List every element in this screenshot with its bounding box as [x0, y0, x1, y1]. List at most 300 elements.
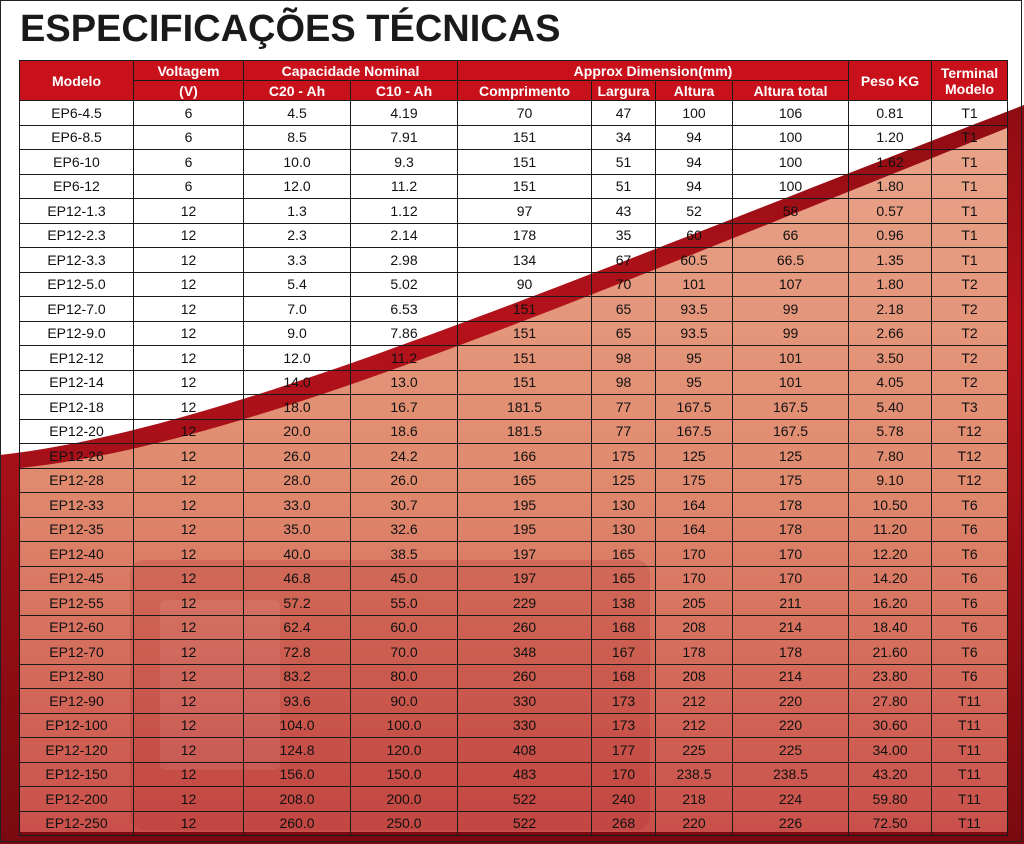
cell-c20: 14.0: [244, 370, 351, 395]
cell-largura: 167: [592, 640, 656, 665]
cell-peso: 5.78: [849, 419, 932, 444]
cell-largura: 175: [592, 444, 656, 469]
cell-terminal: T6: [932, 640, 1008, 665]
cell-voltagem: 12: [134, 493, 244, 518]
cell-comprimento: 97: [458, 199, 592, 224]
cell-c10: 45.0: [351, 566, 458, 591]
cell-comprimento: 151: [458, 297, 592, 322]
cell-voltagem: 12: [134, 713, 244, 738]
cell-voltagem: 12: [134, 542, 244, 567]
cell-largura: 177: [592, 738, 656, 763]
cell-largura: 47: [592, 101, 656, 126]
cell-peso: 1.80: [849, 272, 932, 297]
cell-modelo: EP12-55: [20, 591, 134, 616]
cell-modelo: EP12-12: [20, 346, 134, 371]
cell-terminal: T6: [932, 591, 1008, 616]
cell-altura: 208: [656, 664, 733, 689]
header-peso: Peso KG: [849, 61, 932, 101]
table-row: [20, 738, 1008, 763]
cell-modelo: EP12-120: [20, 738, 134, 763]
cell-altura: 178: [656, 640, 733, 665]
cell-voltagem: 12: [134, 689, 244, 714]
cell-altura: 94: [656, 125, 733, 150]
cell-voltagem: 12: [134, 811, 244, 836]
cell-peso: 2.66: [849, 321, 932, 346]
cell-altura: 60.5: [656, 248, 733, 273]
cell-peso: 10.50: [849, 493, 932, 518]
cell-altura: 218: [656, 787, 733, 812]
cell-altura-total: 211: [733, 591, 849, 616]
cell-terminal: T1: [932, 150, 1008, 175]
cell-c20: 208.0: [244, 787, 351, 812]
cell-largura: 240: [592, 787, 656, 812]
cell-modelo: EP12-45: [20, 566, 134, 591]
cell-c10: 26.0: [351, 468, 458, 493]
cell-comprimento: 348: [458, 640, 592, 665]
cell-peso: 72.50: [849, 811, 932, 836]
cell-altura-total: 226: [733, 811, 849, 836]
cell-largura: 170: [592, 762, 656, 787]
cell-comprimento: 229: [458, 591, 592, 616]
cell-terminal: T6: [932, 566, 1008, 591]
cell-terminal: T6: [932, 493, 1008, 518]
cell-largura: 138: [592, 591, 656, 616]
cell-altura-total: 175: [733, 468, 849, 493]
cell-c20: 18.0: [244, 395, 351, 420]
cell-c20: 2.3: [244, 223, 351, 248]
cell-modelo: EP12-60: [20, 615, 134, 640]
cell-peso: 1.62: [849, 150, 932, 175]
cell-modelo: EP6-12: [20, 174, 134, 199]
cell-modelo: EP12-40: [20, 542, 134, 567]
cell-terminal: T1: [932, 101, 1008, 126]
cell-voltagem: 12: [134, 346, 244, 371]
cell-comprimento: 70: [458, 101, 592, 126]
header-modelo: Modelo: [20, 61, 134, 101]
cell-c10: 80.0: [351, 664, 458, 689]
cell-terminal: T6: [932, 615, 1008, 640]
cell-altura: 94: [656, 174, 733, 199]
cell-c20: 57.2: [244, 591, 351, 616]
cell-c10: 55.0: [351, 591, 458, 616]
cell-c20: 5.4: [244, 272, 351, 297]
cell-c20: 20.0: [244, 419, 351, 444]
cell-peso: 11.20: [849, 517, 932, 542]
cell-largura: 77: [592, 419, 656, 444]
cell-altura: 101: [656, 272, 733, 297]
cell-terminal: T2: [932, 297, 1008, 322]
cell-largura: 168: [592, 615, 656, 640]
cell-comprimento: 151: [458, 321, 592, 346]
cell-altura-total: 58: [733, 199, 849, 224]
cell-voltagem: 12: [134, 615, 244, 640]
cell-peso: 1.20: [849, 125, 932, 150]
cell-c20: 46.8: [244, 566, 351, 591]
cell-comprimento: 195: [458, 517, 592, 542]
cell-c10: 30.7: [351, 493, 458, 518]
cell-largura: 165: [592, 542, 656, 567]
table-row: [20, 444, 1008, 469]
table-row: [20, 713, 1008, 738]
table-row: [20, 542, 1008, 567]
cell-modelo: EP12-28: [20, 468, 134, 493]
cell-voltagem: 6: [134, 101, 244, 126]
cell-largura: 130: [592, 493, 656, 518]
cell-comprimento: 151: [458, 150, 592, 175]
cell-peso: 14.20: [849, 566, 932, 591]
cell-altura: 220: [656, 811, 733, 836]
cell-c10: 120.0: [351, 738, 458, 763]
cell-c10: 70.0: [351, 640, 458, 665]
cell-c10: 6.53: [351, 297, 458, 322]
cell-peso: 4.05: [849, 370, 932, 395]
cell-c20: 7.0: [244, 297, 351, 322]
cell-terminal: T1: [932, 248, 1008, 273]
cell-largura: 173: [592, 689, 656, 714]
cell-altura-total: 170: [733, 566, 849, 591]
cell-comprimento: 260: [458, 615, 592, 640]
cell-voltagem: 12: [134, 762, 244, 787]
cell-largura: 51: [592, 150, 656, 175]
header-approx-dimension: Approx Dimension(mm): [458, 61, 849, 81]
cell-altura-total: 100: [733, 174, 849, 199]
cell-modelo: EP12-3.3: [20, 248, 134, 273]
table-row: [20, 272, 1008, 297]
cell-peso: 21.60: [849, 640, 932, 665]
cell-voltagem: 12: [134, 738, 244, 763]
cell-largura: 98: [592, 346, 656, 371]
cell-largura: 130: [592, 517, 656, 542]
cell-c20: 12.0: [244, 174, 351, 199]
cell-comprimento: 260: [458, 664, 592, 689]
cell-terminal: T2: [932, 272, 1008, 297]
cell-altura-total: 100: [733, 150, 849, 175]
cell-largura: 67: [592, 248, 656, 273]
cell-comprimento: 178: [458, 223, 592, 248]
cell-modelo: EP12-18: [20, 395, 134, 420]
cell-altura: 208: [656, 615, 733, 640]
cell-largura: 65: [592, 297, 656, 322]
cell-c20: 3.3: [244, 248, 351, 273]
cell-largura: 173: [592, 713, 656, 738]
cell-c20: 40.0: [244, 542, 351, 567]
cell-c20: 10.0: [244, 150, 351, 175]
cell-altura-total: 220: [733, 689, 849, 714]
table-row: [20, 615, 1008, 640]
cell-terminal: T6: [932, 542, 1008, 567]
cell-voltagem: 12: [134, 297, 244, 322]
cell-altura: 238.5: [656, 762, 733, 787]
cell-c20: 62.4: [244, 615, 351, 640]
cell-altura: 170: [656, 566, 733, 591]
table-row: [20, 787, 1008, 812]
cell-c20: 1.3: [244, 199, 351, 224]
cell-modelo: EP12-200: [20, 787, 134, 812]
table-row: [20, 395, 1008, 420]
cell-peso: 1.80: [849, 174, 932, 199]
cell-altura: 94: [656, 150, 733, 175]
cell-largura: 35: [592, 223, 656, 248]
cell-altura: 93.5: [656, 297, 733, 322]
cell-voltagem: 12: [134, 370, 244, 395]
header-voltagem-unit: (V): [134, 81, 244, 101]
cell-c20: 93.6: [244, 689, 351, 714]
cell-terminal: T2: [932, 321, 1008, 346]
cell-altura-total: 167.5: [733, 419, 849, 444]
cell-largura: 65: [592, 321, 656, 346]
cell-terminal: T12: [932, 444, 1008, 469]
cell-altura-total: 66: [733, 223, 849, 248]
cell-c20: 35.0: [244, 517, 351, 542]
cell-altura-total: 178: [733, 640, 849, 665]
cell-altura: 164: [656, 493, 733, 518]
header-c10: C10 - Ah: [351, 81, 458, 101]
cell-terminal: T12: [932, 419, 1008, 444]
cell-voltagem: 6: [134, 125, 244, 150]
cell-altura: 212: [656, 713, 733, 738]
cell-peso: 0.57: [849, 199, 932, 224]
cell-c10: 90.0: [351, 689, 458, 714]
cell-voltagem: 12: [134, 468, 244, 493]
cell-modelo: EP12-5.0: [20, 272, 134, 297]
cell-peso: 0.96: [849, 223, 932, 248]
cell-modelo: EP12-70: [20, 640, 134, 665]
cell-altura-total: 178: [733, 493, 849, 518]
header-terminal-line1: Terminal: [940, 64, 999, 81]
cell-modelo: EP12-150: [20, 762, 134, 787]
cell-altura: 100: [656, 101, 733, 126]
cell-modelo: EP12-100: [20, 713, 134, 738]
cell-voltagem: 12: [134, 395, 244, 420]
cell-altura-total: 125: [733, 444, 849, 469]
table-row: [20, 125, 1008, 150]
cell-modelo: EP12-80: [20, 664, 134, 689]
cell-c10: 2.14: [351, 223, 458, 248]
cell-altura: 167.5: [656, 395, 733, 420]
cell-modelo: EP6-8.5: [20, 125, 134, 150]
cell-peso: 2.18: [849, 297, 932, 322]
cell-peso: 9.10: [849, 468, 932, 493]
table-row: [20, 468, 1008, 493]
cell-comprimento: 483: [458, 762, 592, 787]
cell-peso: 43.20: [849, 762, 932, 787]
cell-altura-total: 167.5: [733, 395, 849, 420]
cell-largura: 34: [592, 125, 656, 150]
cell-peso: 7.80: [849, 444, 932, 469]
cell-comprimento: 197: [458, 542, 592, 567]
cell-comprimento: 151: [458, 174, 592, 199]
cell-modelo: EP12-1.3: [20, 199, 134, 224]
cell-c10: 7.86: [351, 321, 458, 346]
header-voltagem: Voltagem: [134, 61, 244, 81]
cell-voltagem: 12: [134, 419, 244, 444]
cell-peso: 18.40: [849, 615, 932, 640]
cell-peso: 3.50: [849, 346, 932, 371]
cell-terminal: T11: [932, 811, 1008, 836]
cell-c20: 4.5: [244, 101, 351, 126]
cell-modelo: EP12-90: [20, 689, 134, 714]
table-row: [20, 493, 1008, 518]
cell-peso: 5.40: [849, 395, 932, 420]
cell-terminal: T2: [932, 370, 1008, 395]
cell-c20: 83.2: [244, 664, 351, 689]
cell-c10: 16.7: [351, 395, 458, 420]
cell-peso: 16.20: [849, 591, 932, 616]
cell-largura: 165: [592, 566, 656, 591]
table-row: [20, 811, 1008, 836]
cell-altura: 95: [656, 370, 733, 395]
cell-c10: 4.19: [351, 101, 458, 126]
cell-c10: 18.6: [351, 419, 458, 444]
cell-comprimento: 408: [458, 738, 592, 763]
spec-table: [19, 60, 1008, 836]
cell-peso: 23.80: [849, 664, 932, 689]
cell-terminal: T1: [932, 199, 1008, 224]
cell-terminal: T11: [932, 738, 1008, 763]
cell-voltagem: 12: [134, 223, 244, 248]
cell-voltagem: 12: [134, 517, 244, 542]
cell-c20: 26.0: [244, 444, 351, 469]
cell-altura: 52: [656, 199, 733, 224]
table-row: [20, 223, 1008, 248]
cell-voltagem: 12: [134, 444, 244, 469]
cell-c20: 124.8: [244, 738, 351, 763]
table-row: [20, 174, 1008, 199]
cell-voltagem: 6: [134, 174, 244, 199]
cell-terminal: T11: [932, 689, 1008, 714]
header-c20: C20 - Ah: [244, 81, 351, 101]
page-title: ESPECIFICAÇÕES TÉCNICAS: [20, 8, 561, 50]
cell-terminal: T1: [932, 174, 1008, 199]
cell-voltagem: 12: [134, 787, 244, 812]
cell-voltagem: 12: [134, 248, 244, 273]
cell-largura: 268: [592, 811, 656, 836]
cell-voltagem: 12: [134, 640, 244, 665]
cell-terminal: T6: [932, 664, 1008, 689]
cell-peso: 12.20: [849, 542, 932, 567]
cell-c10: 7.91: [351, 125, 458, 150]
cell-voltagem: 12: [134, 591, 244, 616]
cell-altura: 60: [656, 223, 733, 248]
table-row: [20, 346, 1008, 371]
cell-modelo: EP12-33: [20, 493, 134, 518]
cell-terminal: T12: [932, 468, 1008, 493]
cell-modelo: EP6-10: [20, 150, 134, 175]
cell-terminal: T1: [932, 125, 1008, 150]
cell-c20: 12.0: [244, 346, 351, 371]
cell-modelo: EP12-14: [20, 370, 134, 395]
cell-c10: 2.98: [351, 248, 458, 273]
cell-terminal: T2: [932, 346, 1008, 371]
cell-voltagem: 12: [134, 272, 244, 297]
cell-comprimento: 181.5: [458, 395, 592, 420]
cell-altura-total: 101: [733, 370, 849, 395]
cell-altura-total: 214: [733, 615, 849, 640]
cell-c10: 100.0: [351, 713, 458, 738]
cell-voltagem: 12: [134, 199, 244, 224]
cell-c20: 260.0: [244, 811, 351, 836]
cell-peso: 30.60: [849, 713, 932, 738]
cell-altura: 125: [656, 444, 733, 469]
cell-modelo: EP6-4.5: [20, 101, 134, 126]
cell-terminal: T11: [932, 762, 1008, 787]
table-row: [20, 591, 1008, 616]
cell-largura: 98: [592, 370, 656, 395]
cell-terminal: T3: [932, 395, 1008, 420]
cell-altura: 205: [656, 591, 733, 616]
cell-c10: 11.2: [351, 346, 458, 371]
cell-comprimento: 522: [458, 787, 592, 812]
cell-altura-total: 170: [733, 542, 849, 567]
header-comprimento: Comprimento: [458, 81, 592, 101]
table-row: [20, 101, 1008, 126]
cell-c10: 60.0: [351, 615, 458, 640]
cell-peso: 27.80: [849, 689, 932, 714]
cell-comprimento: 151: [458, 370, 592, 395]
header-largura: Largura: [592, 81, 656, 101]
cell-comprimento: 195: [458, 493, 592, 518]
header-terminal-line2: Modelo: [945, 80, 995, 97]
cell-c10: 1.12: [351, 199, 458, 224]
cell-c10: 250.0: [351, 811, 458, 836]
cell-comprimento: 165: [458, 468, 592, 493]
cell-largura: 70: [592, 272, 656, 297]
cell-modelo: EP12-7.0: [20, 297, 134, 322]
cell-c10: 13.0: [351, 370, 458, 395]
cell-altura-total: 99: [733, 297, 849, 322]
cell-terminal: T11: [932, 713, 1008, 738]
table-row: [20, 370, 1008, 395]
cell-modelo: EP12-250: [20, 811, 134, 836]
cell-terminal: T11: [932, 787, 1008, 812]
header-terminal: [932, 61, 1008, 101]
cell-voltagem: 12: [134, 664, 244, 689]
cell-terminal: T1: [932, 223, 1008, 248]
cell-altura-total: 107: [733, 272, 849, 297]
cell-altura-total: 238.5: [733, 762, 849, 787]
cell-peso: 1.35: [849, 248, 932, 273]
cell-c10: 9.3: [351, 150, 458, 175]
table-row: [20, 297, 1008, 322]
table-row: [20, 566, 1008, 591]
cell-largura: 43: [592, 199, 656, 224]
cell-altura: 212: [656, 689, 733, 714]
cell-largura: 125: [592, 468, 656, 493]
table-row: [20, 517, 1008, 542]
cell-modelo: EP12-35: [20, 517, 134, 542]
cell-largura: 168: [592, 664, 656, 689]
cell-altura-total: 100: [733, 125, 849, 150]
table-row: [20, 419, 1008, 444]
cell-c20: 33.0: [244, 493, 351, 518]
cell-comprimento: 166: [458, 444, 592, 469]
cell-altura-total: 66.5: [733, 248, 849, 273]
cell-c20: 72.8: [244, 640, 351, 665]
cell-voltagem: 6: [134, 150, 244, 175]
cell-voltagem: 12: [134, 321, 244, 346]
cell-c10: 24.2: [351, 444, 458, 469]
header-altura-total: Altura total: [733, 81, 849, 101]
cell-c10: 32.6: [351, 517, 458, 542]
cell-comprimento: 330: [458, 689, 592, 714]
cell-c10: 38.5: [351, 542, 458, 567]
cell-peso: 0.81: [849, 101, 932, 126]
cell-c10: 150.0: [351, 762, 458, 787]
header-capacidade: Capacidade Nominal: [244, 61, 458, 81]
cell-altura: 164: [656, 517, 733, 542]
cell-comprimento: 197: [458, 566, 592, 591]
cell-c20: 9.0: [244, 321, 351, 346]
